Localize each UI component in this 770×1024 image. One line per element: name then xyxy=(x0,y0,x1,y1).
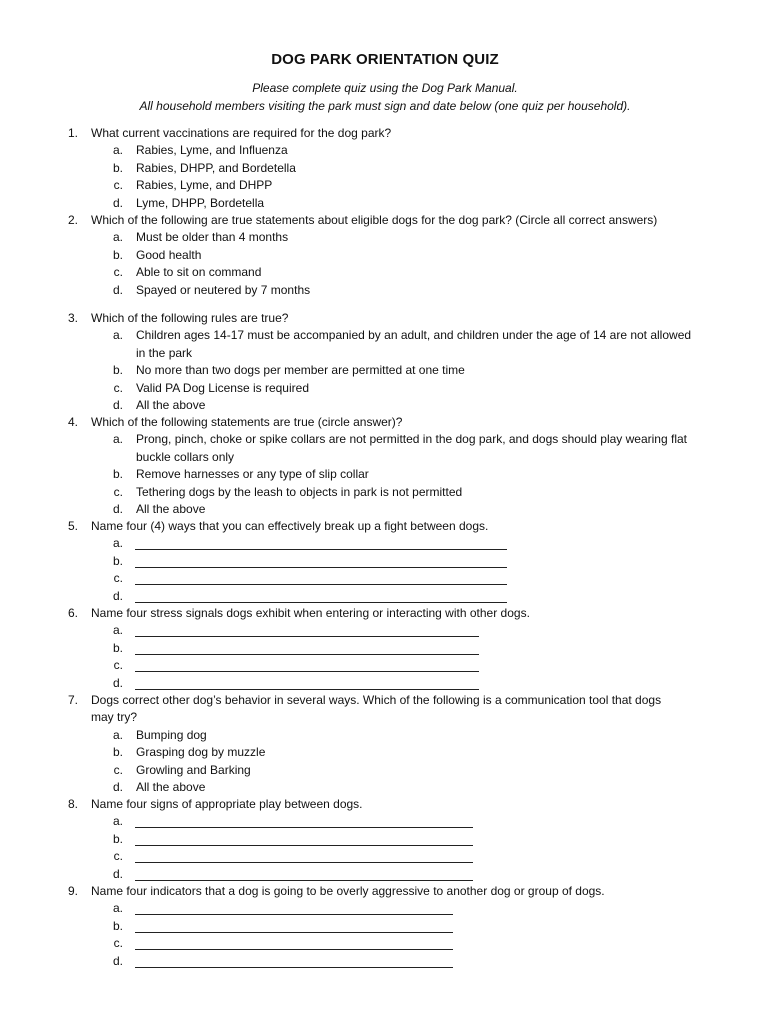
option-text: All the above xyxy=(136,398,206,412)
option-label: a. xyxy=(112,143,123,158)
option-text: Valid PA Dog License is required xyxy=(136,380,309,395)
answer-blank-line[interactable] xyxy=(135,949,453,950)
answer-blank-line[interactable] xyxy=(135,671,479,672)
option-text: Spayed or neutered by 7 months xyxy=(136,282,311,297)
blank-label: c. xyxy=(113,849,123,864)
question-number: 3. xyxy=(67,311,78,325)
question-number: 1. xyxy=(67,126,78,140)
question-number: 5. xyxy=(67,519,78,533)
option-text: Rabies, Lyme, and DHPP xyxy=(136,178,273,193)
answer-blank-line[interactable] xyxy=(135,654,479,655)
blank-label: a. xyxy=(112,536,123,551)
page-title: DOG PARK ORIENTATION QUIZ xyxy=(271,51,499,68)
option-label: d. xyxy=(112,398,123,412)
question-text: may try? xyxy=(91,710,138,725)
blank-label: d. xyxy=(112,588,123,603)
blank-label: b. xyxy=(112,640,123,655)
option-label: d. xyxy=(112,195,123,210)
option-label: d. xyxy=(112,780,123,794)
option-text: in the park xyxy=(136,345,193,360)
option-label: a. xyxy=(112,727,123,742)
question-text: Name four indicators that a dog is going to be overly aggressive to another dog or group of dogs. xyxy=(91,884,605,898)
option-label: b. xyxy=(112,160,123,175)
option-label: a. xyxy=(112,230,123,245)
option-text: Tethering dogs by the leash to objects in park is not permitted xyxy=(136,484,463,499)
answer-blank-line[interactable] xyxy=(135,932,453,933)
option-text: Must be older than 4 months xyxy=(136,230,289,245)
option-text: Bumping dog xyxy=(136,727,207,742)
answer-blank-line[interactable] xyxy=(135,549,507,550)
blank-label: a. xyxy=(112,814,123,829)
question-number: 7. xyxy=(67,693,78,707)
question-text: Which of the following statements are true (circle answer)? xyxy=(91,415,403,429)
answer-blank-line[interactable] xyxy=(135,636,479,637)
answer-blank-line[interactable] xyxy=(135,567,507,568)
question-number: 9. xyxy=(67,884,78,898)
option-label: b. xyxy=(112,467,123,482)
intro-line: All household members visiting the park must sign and date below (one quiz per household). xyxy=(139,99,631,113)
option-label: b. xyxy=(112,363,123,378)
question-text: Which of the following are true statements about eligible dogs for the dog park? (Circle all correct answers) xyxy=(91,213,658,227)
blank-label: b. xyxy=(112,831,123,846)
answer-blank-line[interactable] xyxy=(135,845,473,846)
answer-blank-line[interactable] xyxy=(135,602,507,603)
option-label: c. xyxy=(113,265,123,280)
answer-blank-line[interactable] xyxy=(135,880,473,881)
blank-label: c. xyxy=(113,571,123,586)
option-label: c. xyxy=(113,484,123,499)
question-text: What current vaccinations are required for the dog park? xyxy=(91,126,392,140)
option-text: Prong, pinch, choke or spike collars are not permitted in the dog park, and dogs should play wearing flat xyxy=(136,432,687,447)
question-text: Which of the following rules are true? xyxy=(91,311,289,325)
blank-label: b. xyxy=(112,553,123,568)
question-text: Name four signs of appropriate play between dogs. xyxy=(91,797,363,811)
option-text: Lyme, DHPP, Bordetella xyxy=(136,195,265,210)
question-text: Name four (4) ways that you can effectively break up a fight between dogs. xyxy=(91,519,489,533)
option-text: Rabies, DHPP, and Bordetella xyxy=(136,160,296,175)
option-text: Good health xyxy=(136,247,202,262)
answer-blank-line[interactable] xyxy=(135,914,453,915)
option-text: Able to sit on command xyxy=(136,265,262,280)
question-number: 8. xyxy=(67,797,78,811)
option-text: All the above xyxy=(136,780,206,794)
answer-blank-line[interactable] xyxy=(135,862,473,863)
question-number: 4. xyxy=(67,415,78,429)
question-text: Dogs correct other dog’s behavior in several ways. Which of the following is a communication tool that dogs xyxy=(91,693,662,707)
answer-blank-line[interactable] xyxy=(135,689,479,690)
blank-label: c. xyxy=(113,936,123,951)
option-label: a. xyxy=(112,328,123,343)
blank-label: d. xyxy=(112,953,123,968)
blank-label: d. xyxy=(112,866,123,881)
option-label: c. xyxy=(113,762,123,777)
option-text: Growling and Barking xyxy=(136,762,251,777)
option-text: All the above xyxy=(136,502,206,516)
intro-line: Please complete quiz using the Dog Park Manual. xyxy=(252,81,518,95)
option-label: a. xyxy=(112,432,123,447)
option-label: d. xyxy=(112,282,123,297)
option-label: c. xyxy=(113,380,123,395)
option-label: d. xyxy=(112,502,123,516)
blank-label: d. xyxy=(112,675,123,690)
option-label: c. xyxy=(113,178,123,193)
option-text: Grasping dog by muzzle xyxy=(136,745,266,760)
option-label: b. xyxy=(112,247,123,262)
blank-label: b. xyxy=(112,918,123,933)
question-number: 2. xyxy=(67,213,78,227)
blank-label: a. xyxy=(112,901,123,916)
answer-blank-line[interactable] xyxy=(135,967,453,968)
answer-blank-line[interactable] xyxy=(135,584,507,585)
option-text: buckle collars only xyxy=(136,449,235,464)
option-text: Children ages 14-17 must be accompanied by an adult, and children under the age of 14 are not allowed xyxy=(136,328,692,343)
answer-blank-line[interactable] xyxy=(135,827,473,828)
blank-label: a. xyxy=(112,623,123,638)
question-number: 6. xyxy=(67,606,78,620)
option-text: Rabies, Lyme, and Influenza xyxy=(136,143,288,158)
blank-label: c. xyxy=(113,658,123,673)
option-label: b. xyxy=(112,745,123,760)
option-text: Remove harnesses or any type of slip collar xyxy=(136,467,369,482)
option-text: No more than two dogs per member are permitted at one time xyxy=(136,363,465,378)
question-text: Name four stress signals dogs exhibit when entering or interacting with other dogs. xyxy=(91,606,530,620)
